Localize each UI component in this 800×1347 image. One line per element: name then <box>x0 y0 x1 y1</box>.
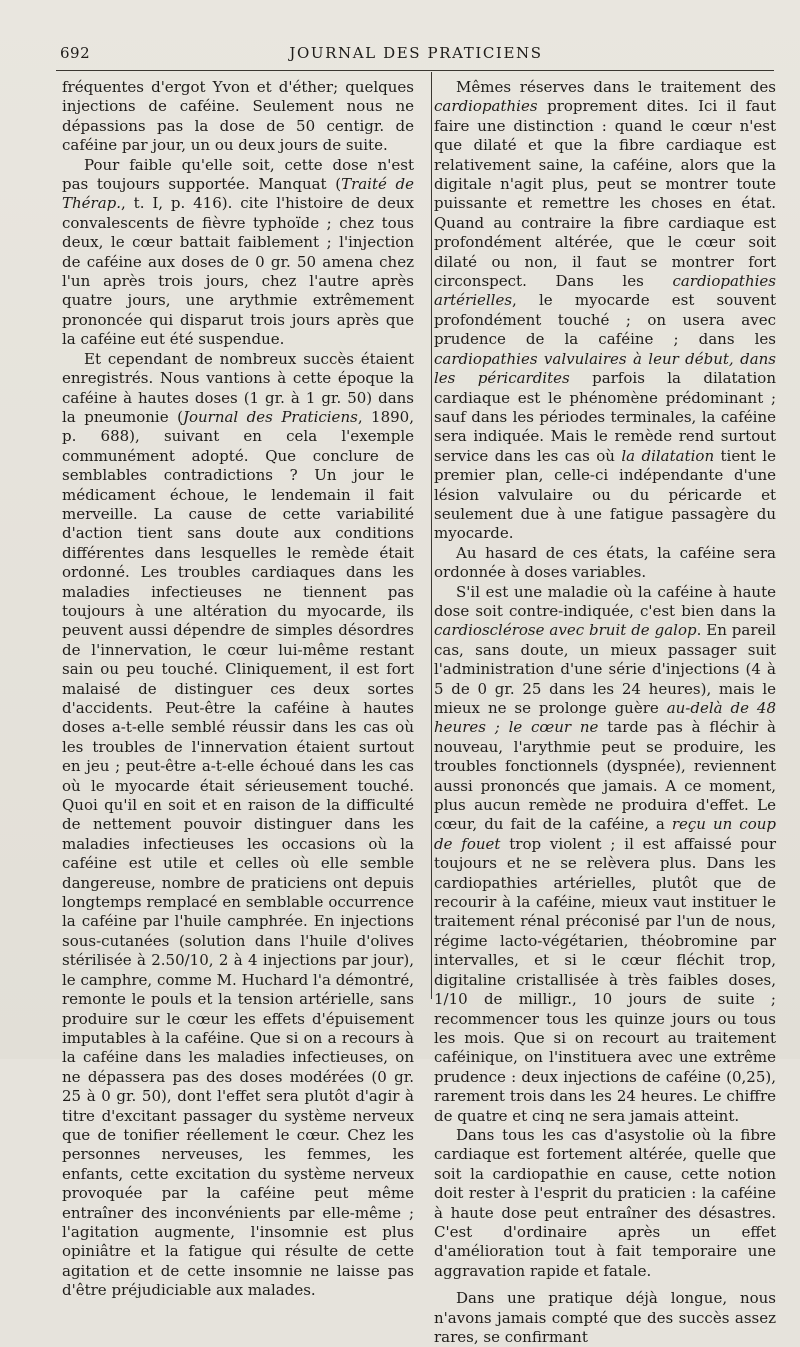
column-divider <box>431 72 432 999</box>
running-title: JOURNAL DES PRATICIENS <box>289 44 543 62</box>
page-number: 692 <box>60 44 91 62</box>
paragraph: Dans tous les cas d'asystolie où la fibre cardiaque est fortement altérée, quelle que soit la cardiopathie en cause, cette notion doit rester à l'esprit du praticien : la caféine à haute dose peut entraîner des désastres. C'est d'ordinaire après un effet d'amélioration tout à fait temporaire une aggravation rapide et fatale. <box>434 1125 776 1280</box>
page-header <box>60 44 772 66</box>
paragraph: Au hasard de ces états, la caféine sera ordonnée à doses variables. <box>434 543 776 582</box>
left-column <box>62 78 414 1300</box>
paragraph: Mêmes réserves dans le traitement des cardiopathies proprement dites. Ici il faut faire une distinction : quand le cœur n'est que dilaté et que la fibre cardiaque est relativement saine, la caféine, alors que la digitale n'agit plus, peut se montrer toute puissante et remettre les choses en état. Quand au contraire la fibre cardiaque est profondément altérée, que le cœur soit dilaté ou non, il faut se montrer fort circonspect. Dans les cardiopathies artérielles, le myocarde est souvent profondément touché ; on usera avec prudence de la caféine ; dans les cardiopathies valvulaires à leur début, dans les péricardites parfois la dilatation cardiaque est le phénomène prédominant ; sauf dans les périodes terminales, la caféine sera indiquée. Mais le remède rend surtout service dans les cas où la dilatation tient le premier plan, celle-ci indépendante d'une lésion valvulaire ou du péricarde et seulement due à une fatigue passagère du myocarde. <box>434 78 776 543</box>
paragraph: S'il est une maladie où la caféine à haute dose soit contre-indiquée, c'est bien dans la cardiosclérose avec bruit de galop. En pareil cas, sans doute, un mieux passager suit l'administration d'une série d'injections (4 à 5 de 0 gr. 25 dans les 24 heures), mais le mieux ne se prolonge guère au-delà de 48 heures ; le cœur ne tarde pas à fléchir à nouveau, l'arythmie peut se produire, les troubles fonctionnels (dyspnée), reviennent aussi prononcés que jamais. A ce moment, plus aucun remède ne produira d'effet. Le cœur, du fait de la caféine, a reçu un coup de fouet trop violent ; il est affaissé pour toujours et ne se relèvera plus. Dans les cardiopathies artérielles, plutôt que de recourir à la caféine, mieux vaut instituer le traitement rénal préconisé par l'un de nous, régime lacto-végétarien, théobromine par intervalles, et si le cœur fléchit trop, digitaline cristallisée à très faibles doses, 1/10 de milligr., 10 jours de suite ; recommencer tous les quinze jours ou tous les mois. Que si on recourt au traitement caféinique, on l'instituera avec une extrême prudence : deux injections de caféine (0,25), rarement trois dans les 24 heures. Le chiffre de quatre et cinq ne sera jamais atteint. <box>434 582 776 1125</box>
paragraph: Et cependant de nombreux succès étaient enregistrés. Nous vantions à cette époque la caféine à hautes doses (1 gr. à 1 gr. 50) dans la pneumonie (Journal des Praticiens, 1890, p. 688), suivant en cela l'exemple communément adopté. Que conclure de semblables contradictions ? Un jour le médicament échoue, le lendemain il fait merveille. La cause de cette variabilité d'action tient sans doute aux conditions différentes dans lesquelles le remède était ordonné. Les troubles cardiaques dans les maladies infectieuses ne tiennent pas toujours à une altération du myocarde, ils peuvent aussi dépendre de simples désordres de l'innervation, le cœur lui-même restant sain ou peu touché. Cliniquement, il est fort malaisé de distinguer ces deux sortes d'accidents. Peut-être la caféine à hautes doses a-t-elle semblé réussir dans les cas où les troubles de l'innervation étaient surtout en jeu ; peut-être a-t-elle échoué dans les cas où le myocarde était sérieusement touché. Quoi qu'il en soit et en raison de la difficulté de nettement pouvoir distinguer dans les maladies infectieuses les occasions où la caféine est utile et celles où elle semble dangereuse, nombre de praticiens ont depuis longtemps remplacé en semblable occurrence la caféine par l'huile camphrée. En injections sous-cutanées (solution dans l'huile d'olives stérilisée à 2.50/10, 2 à 4 injections par jour), le camphre, comme M. Huchard l'a démontré, remonte le pouls et la tension artérielle, sans produire sur le cœur les effets d'épuisement imputables à la caféine. Que si on a recours à la caféine dans les maladies infectieuses, on ne dépassera pas des doses modérées (0 gr. 25 à 0 gr. 50), dont l'effet sera plutôt d'agir à titre d'excitant passager du système nerveux que de tonifier réellement le cœur. Chez les personnes nerveuses, les femmes, les enfants, cette excitation du système nerveux provoquée par la caféine peut même entraîner des inconvénients par elle-même ; l'agitation augmente, l'insomnie est plus opiniâtre et la fatigue qui résulte de cette agitation et de cette insomnie ne laisse pas d'être préjudiciable aux malades. <box>62 349 414 1300</box>
paragraph: fréquentes d'ergot Yvon et d'éther; quelques injections de caféine. Seulement nous ne dépassions pas la dose de 50 centigr. de caféine par jour, un ou deux jours de suite. <box>62 78 414 155</box>
header-rule <box>56 70 774 71</box>
right-column <box>434 78 776 1346</box>
paragraph: Pour faible qu'elle soit, cette dose n'est pas toujours supportée. Manquat (Traité de Thérap., t. I, p. 416). cite l'histoire de deux convalescents de fièvre typhoïde ; chez tous deux, le cœur battait faiblement ; l'injection de caféine aux doses de 0 gr. 50 amena chez l'un après trois jours, chez l'autre après quatre jours, une arythmie extrêmement prononcée qui disparut trois jours après que la caféine eut été suspendue. <box>62 155 414 349</box>
paragraph: Dans une pratique déjà longue, nous n'avons jamais compté que des succès assez rares, se confirmant <box>434 1289 776 1346</box>
